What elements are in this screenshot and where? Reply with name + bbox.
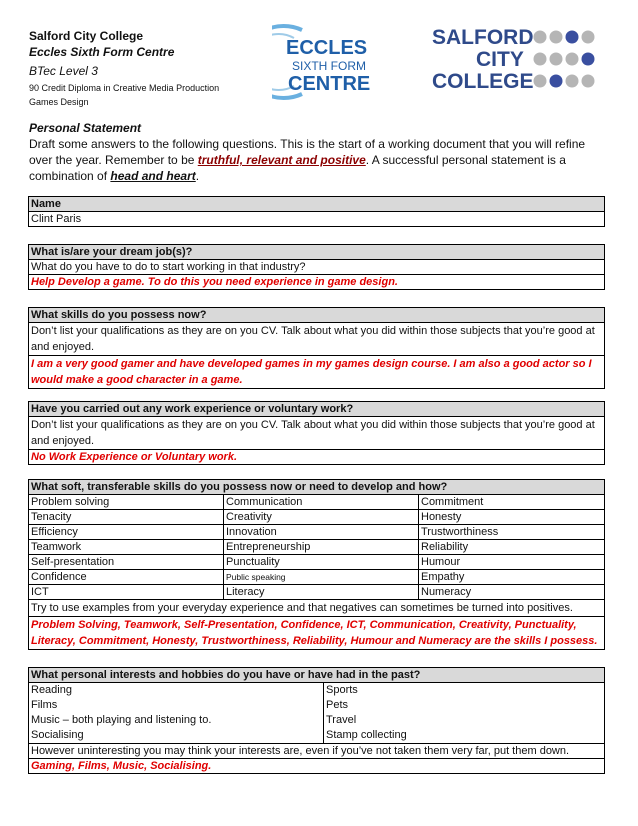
statement-title: Personal Statement	[29, 121, 142, 135]
salford-city-college-logo	[430, 24, 610, 94]
dream-job-answer[interactable]: Help Develop a game. To do this you need experience in game design.	[29, 275, 605, 290]
dream-job-section	[28, 244, 605, 290]
intro-text-2: . A successful personal statement is a combination of	[29, 153, 566, 183]
skill-cell: Problem solving	[29, 495, 224, 510]
skill-cell: Literacy	[224, 585, 419, 600]
skills-answer[interactable]: I am a very good gamer and have developed games in my games design course. I am also a good actor so I would make a good character in a game.	[29, 356, 605, 389]
experience-question: Have you carried out any work experience or voluntary work?	[29, 402, 605, 417]
interest-item: Stamp collecting	[326, 729, 407, 741]
intro-text-3: .	[195, 169, 200, 183]
intro-text-1: Draft some answers to the following questions. This is the start of a working document that you will refine over the year. Remember to be	[29, 137, 586, 167]
skill-cell: Teamwork	[29, 540, 224, 555]
skills-prompt: Don’t list your qualifications as they are on you CV. Talk about what you did within those subjects that you’re good at and enjoyed.	[29, 323, 605, 356]
skills-section	[28, 307, 605, 389]
interest-item: Music – both playing and listening to.	[31, 714, 212, 726]
college-name: Salford City College	[29, 29, 144, 43]
salford-logo-line1: SALFORD	[432, 26, 534, 49]
skills-grid-row	[29, 495, 605, 510]
document-header	[29, 28, 219, 109]
skill-cell: Humour	[419, 555, 605, 570]
skill-cell: Communication	[224, 495, 419, 510]
interests-question: What personal interests and hobbies do you have or have had in the past?	[29, 668, 605, 683]
skill-cell: Creativity	[224, 510, 419, 525]
statement-instructions	[29, 136, 604, 184]
skills-grid-row	[29, 570, 605, 585]
interest-item: Socialising	[31, 729, 84, 741]
salford-logo-line3: COLLEGE	[432, 70, 534, 93]
interest-item: Reading	[31, 684, 72, 696]
experience-answer[interactable]: No Work Experience or Voluntary work.	[29, 450, 605, 465]
interest-item: Travel	[326, 714, 357, 726]
transferable-skills-section	[28, 479, 605, 650]
dream-job-question: What is/are your dream job(s)?	[29, 245, 605, 260]
eccles-logo-line2: SIXTH FORM	[292, 59, 366, 73]
unit-title: Games Design	[29, 97, 89, 107]
eccles-logo-line1: ECCLES	[286, 37, 368, 59]
skill-cell: Public speaking	[224, 570, 419, 585]
skill-cell: Tenacity	[29, 510, 224, 525]
skills-grid-row	[29, 525, 605, 540]
name-answer[interactable]: Clint Paris	[29, 212, 605, 227]
skill-cell: Entrepreneurship	[224, 540, 419, 555]
name-section	[28, 196, 605, 227]
interests-section	[28, 667, 605, 774]
interests-right-list	[324, 683, 605, 744]
intro-emphasis: truthful, relevant and positive	[197, 153, 366, 167]
skills-grid-row	[29, 510, 605, 525]
transferable-question: What soft, transferable skills do you possess now or need to develop and how?	[29, 480, 605, 495]
skill-cell: Empathy	[419, 570, 605, 585]
dream-job-prompt: What do you have to do to start working in that industry?	[29, 260, 605, 275]
diploma-title: 90 Credit Diploma in Creative Media Production	[29, 83, 220, 93]
name-question: Name	[29, 197, 605, 212]
eccles-sixth-form-logo	[272, 24, 372, 100]
salford-logo-line2: CITY	[476, 48, 524, 71]
skill-cell: Honesty	[419, 510, 605, 525]
centre-name: Eccles Sixth Form Centre	[29, 45, 175, 59]
skill-cell: Reliability	[419, 540, 605, 555]
interests-prompt: However uninteresting you may think your interests are, even if you’ve not taken them very far, put them down.	[29, 744, 605, 759]
intro-emphasis-2: head and heart	[110, 169, 196, 183]
interests-left-list	[29, 683, 324, 744]
personal-statement-intro	[29, 120, 604, 184]
skill-cell: Innovation	[224, 525, 419, 540]
eccles-logo-line3: CENTRE	[288, 73, 371, 95]
interests-answer[interactable]: Gaming, Films, Music, Socialising.	[29, 759, 605, 774]
skill-cell: Numeracy	[419, 585, 605, 600]
skill-cell: ICT	[29, 585, 224, 600]
transferable-prompt: Try to use examples from your everyday experience and that negatives can sometimes be turned into positives.	[29, 600, 605, 617]
salford-logo-dots	[534, 31, 595, 88]
skill-cell: Trustworthiness	[419, 525, 605, 540]
interest-item: Sports	[326, 684, 358, 696]
course-level: BTec Level 3	[29, 64, 98, 78]
skill-cell: Self-presentation	[29, 555, 224, 570]
experience-prompt: Don’t list your qualifications as they are on you CV. Talk about what you did within those subjects that you’re good at and enjoyed.	[29, 417, 605, 450]
skill-cell: Commitment	[419, 495, 605, 510]
skills-grid-row	[29, 555, 605, 570]
transferable-answer[interactable]: Problem Solving, Teamwork, Self-Presentation, Confidence, ICT, Communication, Creativity, Punctuality, Literacy, Commitment, Honesty, Trustworthiness, Reliability, Humour and Numeracy are the skills I possess.	[29, 617, 605, 650]
skills-grid-row	[29, 585, 605, 600]
skills-grid-row	[29, 540, 605, 555]
skills-question: What skills do you possess now?	[29, 308, 605, 323]
skill-cell: Punctuality	[224, 555, 419, 570]
interest-item: Pets	[326, 699, 349, 711]
interest-item: Films	[31, 699, 58, 711]
skill-cell: Confidence	[29, 570, 224, 585]
skill-cell: Efficiency	[29, 525, 224, 540]
experience-section	[28, 401, 605, 465]
